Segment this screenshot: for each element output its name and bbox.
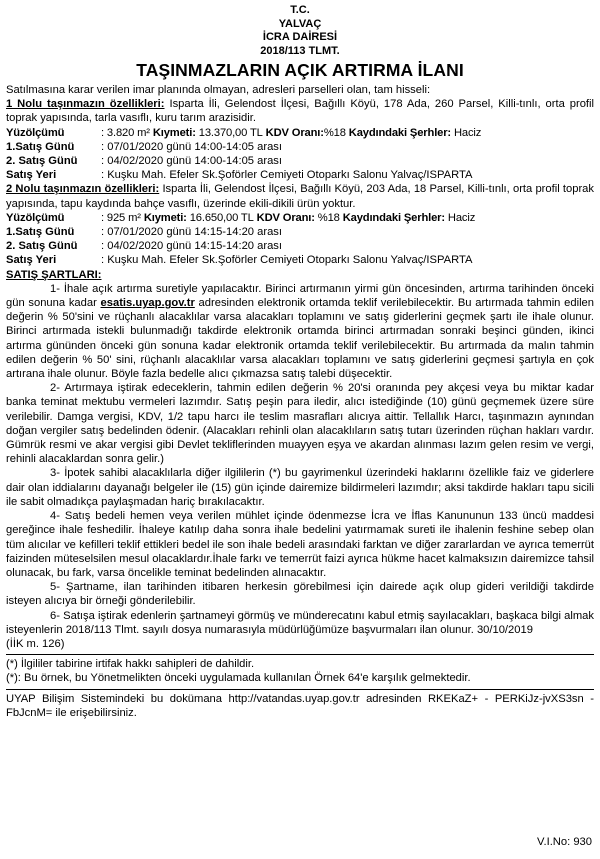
header-tc: T.C.: [290, 4, 310, 16]
note-2: (*): Bu örnek, bu Yönetmelikten önceki uygulamada kullanılan Örnek 64'e karşılık gelmektedir.: [6, 672, 471, 685]
intro-text: Satılmasına karar verilen imar planında olmayan, adresleri parselleri olan, tam hisseli:: [6, 84, 431, 96]
property1-area-value: : 3.820 m²: [101, 126, 150, 139]
property2-sale2-label: 2. Satış Günü: [6, 240, 78, 253]
property1-kdv-label: KDV Oranı:: [265, 126, 324, 139]
property1-place-label: Satış Yeri: [6, 169, 57, 182]
condition-4: 4- Satış bedeli hemen veya verilen mühlet içinde ödenmezse İcra ve İflas Kanununun 133 üncü maddesi gereğince ihale feshedilir. İhaleye katılıp daha sonra ihale bedelini yatırmamak sureti ile ihalenin feshine sebep olan tüm alıcılar ve kefilleri teklif ettikleri bedel ile son ihale bedeli arasındaki farktan ve diğer zararlardan ve ayrıca temerrüt faizinden müteselsilen mesul olacaklardır.İhale farkı ve temerrüt faizi ayrıca hükme hacet kalmaksızın dairemizce tahsil olunacak, bu fark, varsa öncelikle teminat bedelinden alınacaktır.: [6, 510, 594, 579]
header-file-no: 2018/113 TLMT.: [260, 44, 340, 57]
property2-sale2-row: [6, 239, 594, 253]
property1-value-label: Kıymeti:: [152, 126, 196, 139]
esatis-link[interactable]: esatis.uyap.gov.tr: [100, 297, 195, 310]
property2-value-label: Kıymeti:: [143, 211, 187, 224]
property1-encumbrance-value: Haciz: [453, 126, 482, 139]
property2-encumbrance-label: Kaydındaki Şerhler:: [342, 211, 445, 224]
property1-place-value: : Kuşku Mah. Efeler Sk.Şoförler Cemiyeti Otoparkı Salonu Yalvaç/ISPARTA: [101, 169, 473, 182]
condition-1-part-a: 1- İhale açık artırma suretiyle yapılacaktır. Birinci artırmanın yirmi gün öncesinden, artırma tarihinden önceki gün sonuna kadar: [6, 282, 594, 310]
property1-heading: 1 Nolu taşınmazın özellikleri:: [6, 98, 165, 111]
condition-2: 2- Artırmaya iştirak edeceklerin, tahmin edilen değerin % 20'si oranında pey akçesi veya bu miktar kadar banka teminat mektubu vermeleri lazımdır. Satış peşin para iledir, alıcı istediğinde (10) günü geçmemek üzere süre verilebilir. Damga vergisi, KDV, 1/2 tapu harcı ile teslim masrafları alıcıya aittir. Tellallık Harcı, taşınmazın aynından doğan vergiler satış bedelinden ödenir. (Alacakları rehinli olan alacaklıların satış tutarı üzerinden rüçhan hakları vardır. Gümrük resmi ve akar vergisi gibi Devlet tekliflerinden muayyen eşya ve akardan alınması lazım gelen resim ve vergi, rehinli alacaklardan sonra gelir.): [6, 382, 594, 466]
notes-divider: [6, 654, 594, 655]
law-reference: (İİK m. 126): [6, 637, 65, 650]
property2-sale2-value: : 04/02/2020 günü 14:15-14:20 arası: [101, 240, 283, 253]
property1-sale2-label: 2. Satış Günü: [6, 155, 78, 168]
announcement-title: TAŞINMAZLARIN AÇIK ARTIRMA İLANI: [136, 60, 464, 80]
property1-description: [6, 97, 594, 125]
property2-place-label: Satış Yeri: [6, 254, 57, 267]
property2-place-value: : Kuşku Mah. Efeler Sk.Şoförler Cemiyeti Otoparkı Salonu Yalvaç/ISPARTA: [101, 254, 473, 267]
property2-area-value: : 925 m²: [101, 211, 141, 224]
condition-5: 5- Şartname, ilan tarihinden itibaren herkesin görebilmesi için dairede açık olup gideri verildiği takdirde isteyen alıcıya bir örneği gönderilebilir.: [6, 581, 594, 608]
conditions-heading: SATIŞ ŞARTLARI:: [6, 268, 102, 281]
property1-area-label: Yüzölçümü: [6, 126, 65, 139]
property2-area-row: [6, 211, 594, 225]
property1-place-row: [6, 168, 594, 182]
property2-desc: Isparta İli, Gelendost İlçesi, Bağıllı Köyü, 203 Ada, 18 Parsel, Killi-tınlı, orta profil toprak yapısında, tapu kaydında bahçe vasıflı, üzerinde ekili-dikili ürün yoktur.: [6, 183, 595, 210]
property2-sale1-value: : 07/01/2020 günü 14:15-14:20 arası: [101, 226, 283, 239]
condition-1: [6, 282, 594, 381]
property2-place-row: [6, 253, 594, 267]
announcement-number: V.I.No: 930: [537, 835, 592, 848]
property1-sale1-label: 1.Satış Günü: [6, 140, 75, 153]
footer-divider: [6, 689, 594, 690]
property1-area-row: [6, 126, 594, 140]
property2-heading: 2 Nolu taşınmazın özellikleri:: [6, 183, 160, 196]
property2-kdv-label: KDV Oranı:: [256, 211, 315, 224]
property2-value-value: 16.650,00 TL: [189, 211, 254, 224]
property2-kdv-value: %18: [317, 211, 340, 224]
property2-area-label: Yüzölçümü: [6, 211, 65, 224]
announcement-page: [6, 4, 594, 851]
property2-sale1-label: 1.Satış Günü: [6, 226, 75, 239]
property1-desc: Isparta İli, Gelendost İlçesi, Bağıllı Köyü, 178 Ada, 260 Parsel, Killi-tınlı, orta profil toprak yapısında, tarla vasıflı, kuru tarım arazisidir.: [6, 98, 595, 125]
property1-sale2-value: : 04/02/2020 günü 14:00-14:05 arası: [101, 155, 283, 168]
property1-sale2-row: [6, 154, 594, 168]
header-city: YALVAÇ: [278, 17, 322, 30]
property1-kdv-value: %18: [323, 126, 346, 139]
condition-6: 6- Satışa iştirak edenlerin şartnameyi görmüş ve münderecatını kabul etmiş sayılacakları, başkaca bilgi almak isteyenlerin 2018/113 Tlmt. sayılı dosya numarasıyla müdürlüğümüze başvurmaları ilan olunur. 30/10/2019: [6, 609, 594, 636]
property1-sale1-row: [6, 140, 594, 154]
property2-encumbrance-value: Haciz: [447, 211, 476, 224]
condition-1-part-b: adresinden elektronik ortamda teklif verilebilecektir. Bu artırmada tahmin edilen değerin % 50'sini ve rüçhanlı alacaklılar varsa alacakları toplamını ve satış giderlerini geçmek şartı ile ihale olunur. Birinci artırmada istekli bulunmadığı takdirde elektronik ortamda birinci artırmadan sonraki beşinci günden, ikinci artırma gününden önceki gün sonuna kadar elektronik ortamda teklif verilebilecektir. Bu artırmada da malın tahmin edilen değerin % 50' sini, rüçhanlı alacaklılar varsa alacakları toplamını ve satış giderlerini geçmesi şartıyla en çok artırana ihale olunur. Böyle fazla bedelle alıcı çıkmazsa satış talebi düşecektir.: [6, 297, 594, 381]
property2-sale1-row: [6, 225, 594, 239]
property2-description: [6, 182, 594, 210]
property1-value-value: 13.370,00 TL: [198, 126, 263, 139]
condition-3: 3- İpotek sahibi alacaklılarla diğer ilgililerin (*) bu gayrimenkul üzerindeki haklarını özellikle faiz ve giderlere dair olan iddialarını dayanağı belgeler ile (15) gün içinde dairemize bildirmeleri lazımdır; aksi takdirde hakları tapu sicili ile sabit olmadıkça paylaşmadan hariç bırakılacaktır.: [6, 467, 594, 508]
authority-header: [6, 4, 594, 58]
property1-encumbrance-label: Kaydındaki Şerhler:: [348, 126, 452, 139]
footer-text: UYAP Bilişim Sistemindeki bu dokümana http://vatandas.uyap.gov.tr adresinden RKEKaZ+ - PERKiJz-jvXS3sn - FbJcnM= ile erişebilirsiniz.: [6, 692, 594, 719]
note-1: (*) İlgililer tabirine irtifak hakkı sahipleri de dahildir.: [6, 658, 255, 671]
header-office: İCRA DAİRESİ: [262, 31, 338, 43]
property1-sale1-value: : 07/01/2020 günü 14:00-14:05 arası: [101, 140, 283, 153]
